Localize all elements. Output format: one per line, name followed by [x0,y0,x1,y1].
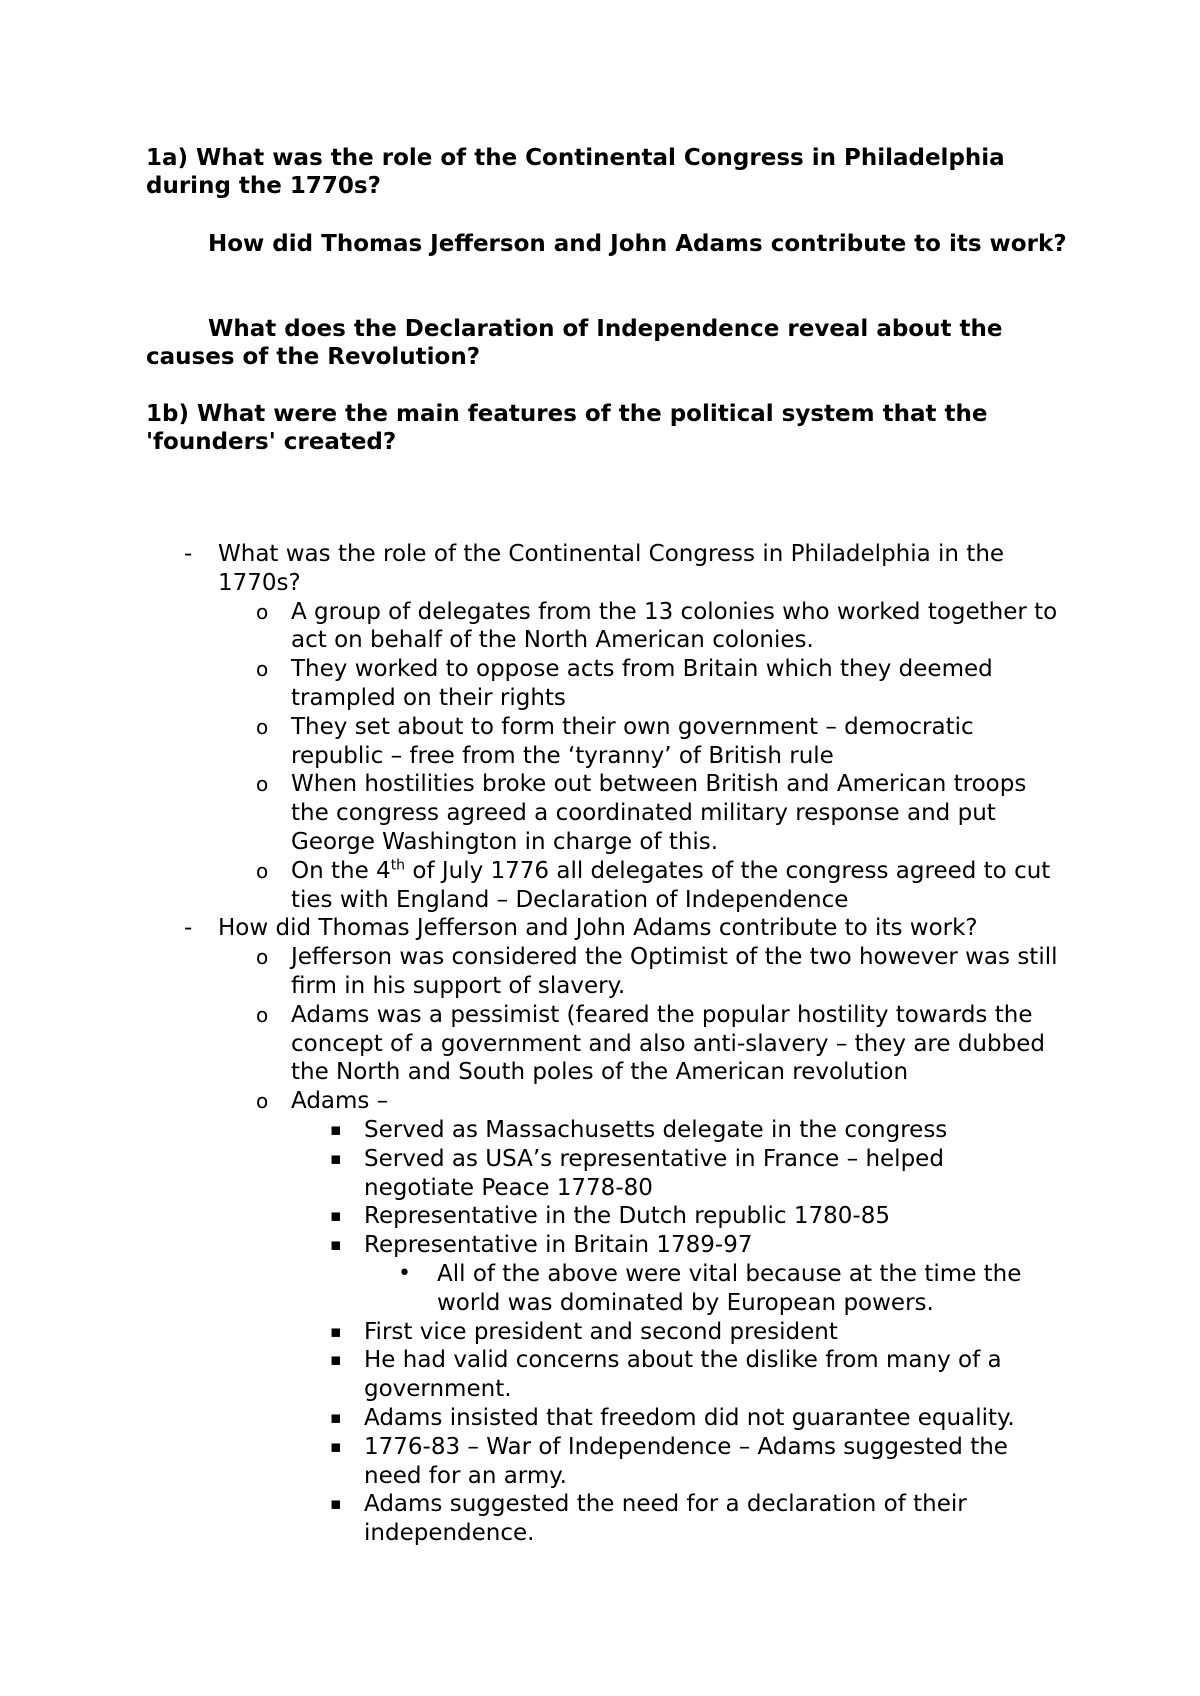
list-item-text: Served as USA’s representative in France – helped negotiate Peace 1778-80 [364,1145,944,1201]
list-item-text: All of the above were vital because at the time the world was dominated by European powers. [437,1260,1022,1316]
list-item-text: 1776-83 – War of Independence – Adams suggested the need for an army. [364,1433,1008,1489]
list-item-text: A group of delegates from the 13 colonies who worked together to act on behalf of the North American colonies. [291,598,1058,654]
list-item-text: Jefferson was considered the Optimist of the two however was still firm in his support of slavery. [291,944,1058,999]
list-item [0,1001,1060,1087]
list-item-text: They set about to form their own government – democratic republic – free from the ‘tyranny’ of British rule [291,713,974,769]
list-item [0,1145,1060,1203]
list-item [0,1202,1060,1231]
question-1b [146,400,1076,456]
list-item [0,1231,1060,1260]
square-bullet-icon: ▪ [330,1148,342,1169]
dash-marker: - [184,915,193,942]
question-1a-jefferson-adams [146,230,1076,258]
list-item [0,713,1060,771]
list-item-text: On the 4 [291,857,391,884]
list-item [0,1433,1060,1491]
list-item [0,1346,1060,1404]
list-item-text: Adams was a pessimist (feared the popular hostility towards the concept of a government and also anti-slavery – they are dubbed the North and South poles of the American revolution [291,1001,1045,1086]
square-bullet-icon: ▪ [330,1436,342,1457]
list-item [0,655,1060,713]
list-item [0,1260,1060,1318]
circle-bullet-icon: o [256,657,269,682]
list-item-text: of July 1776 all delegates of the congress agreed to cut ties with England – Declaration of Independence [291,857,1051,913]
list-item [0,1318,1060,1347]
list-item [0,1490,1060,1548]
question-1a-jefferson-adams-text: How did Thomas Jefferson and John Adams contribute to its work? [208,231,1067,257]
list-item-text: First vice president and second president [364,1318,838,1345]
list-item-text: What was the role of the Continental Congress in Philadelphia in the 1770s? [218,541,1005,596]
circle-bullet-icon: o [256,858,269,883]
list-item-text: Adams insisted that freedom did not guarantee equality. [364,1404,1015,1431]
circle-bullet-icon: o [256,599,269,624]
list-item-text: Adams suggested the need for a declaration of their independence. [364,1491,967,1547]
question-1a-text: 1a) What was the role of the Continental Congress in Philadelphia during the 1770s? [146,145,1005,199]
list-item [0,857,1060,915]
list-item-text: Representative in Britain 1789-97 [364,1232,753,1259]
list-item [0,943,1060,1001]
circle-bullet-icon: o [256,945,269,970]
list-item-text: He had valid concerns about the dislike from many of a government. [364,1347,1002,1403]
question-1a-declaration-text: What does the Declaration of Independence reveal about the causes of the Revolution? [146,316,1003,370]
list-item-text: They worked to oppose acts from Britain which they deemed trampled on their rights [291,656,993,711]
list-item [0,770,1060,856]
circle-bullet-icon: o [256,772,269,797]
square-bullet-icon: ▪ [330,1119,342,1140]
round-bullet-icon: • [398,1260,411,1286]
square-bullet-icon: ▪ [330,1494,342,1515]
dash-marker: - [184,541,193,567]
list-item [0,1087,1060,1116]
ordinal-superscript: th [390,857,406,874]
question-1a-declaration [146,315,1076,371]
square-bullet-icon: ▪ [330,1350,342,1371]
square-bullet-icon: ▪ [330,1206,342,1227]
circle-bullet-icon: o [256,1089,269,1114]
question-1b-text: 1b) What were the main features of the political system that the 'founders' created? [146,401,988,455]
circle-bullet-icon: o [256,1002,269,1027]
question-1a [146,144,1076,200]
square-bullet-icon: ▪ [330,1235,342,1256]
list-item-text: How did Thomas Jefferson and John Adams contribute to its work? [218,915,978,942]
list-item-text: Served as Massachusetts delegate in the congress [364,1116,948,1143]
circle-bullet-icon: o [256,714,269,739]
list-item-text: Representative in the Dutch republic 1780-85 [364,1203,890,1230]
list-item-text: Adams – [291,1088,389,1115]
list-item [0,914,1060,943]
list-item-text: When hostilities broke out between British and American troops the congress agreed a coordinated military response and put George Washington in charge of this. [291,771,1027,855]
square-bullet-icon: ▪ [330,1407,342,1428]
notes-list [0,540,1200,1548]
square-bullet-icon: ▪ [330,1321,342,1342]
list-item [0,540,1060,598]
list-item [0,598,1060,656]
list-item [0,1116,1060,1145]
list-item [0,1404,1060,1433]
